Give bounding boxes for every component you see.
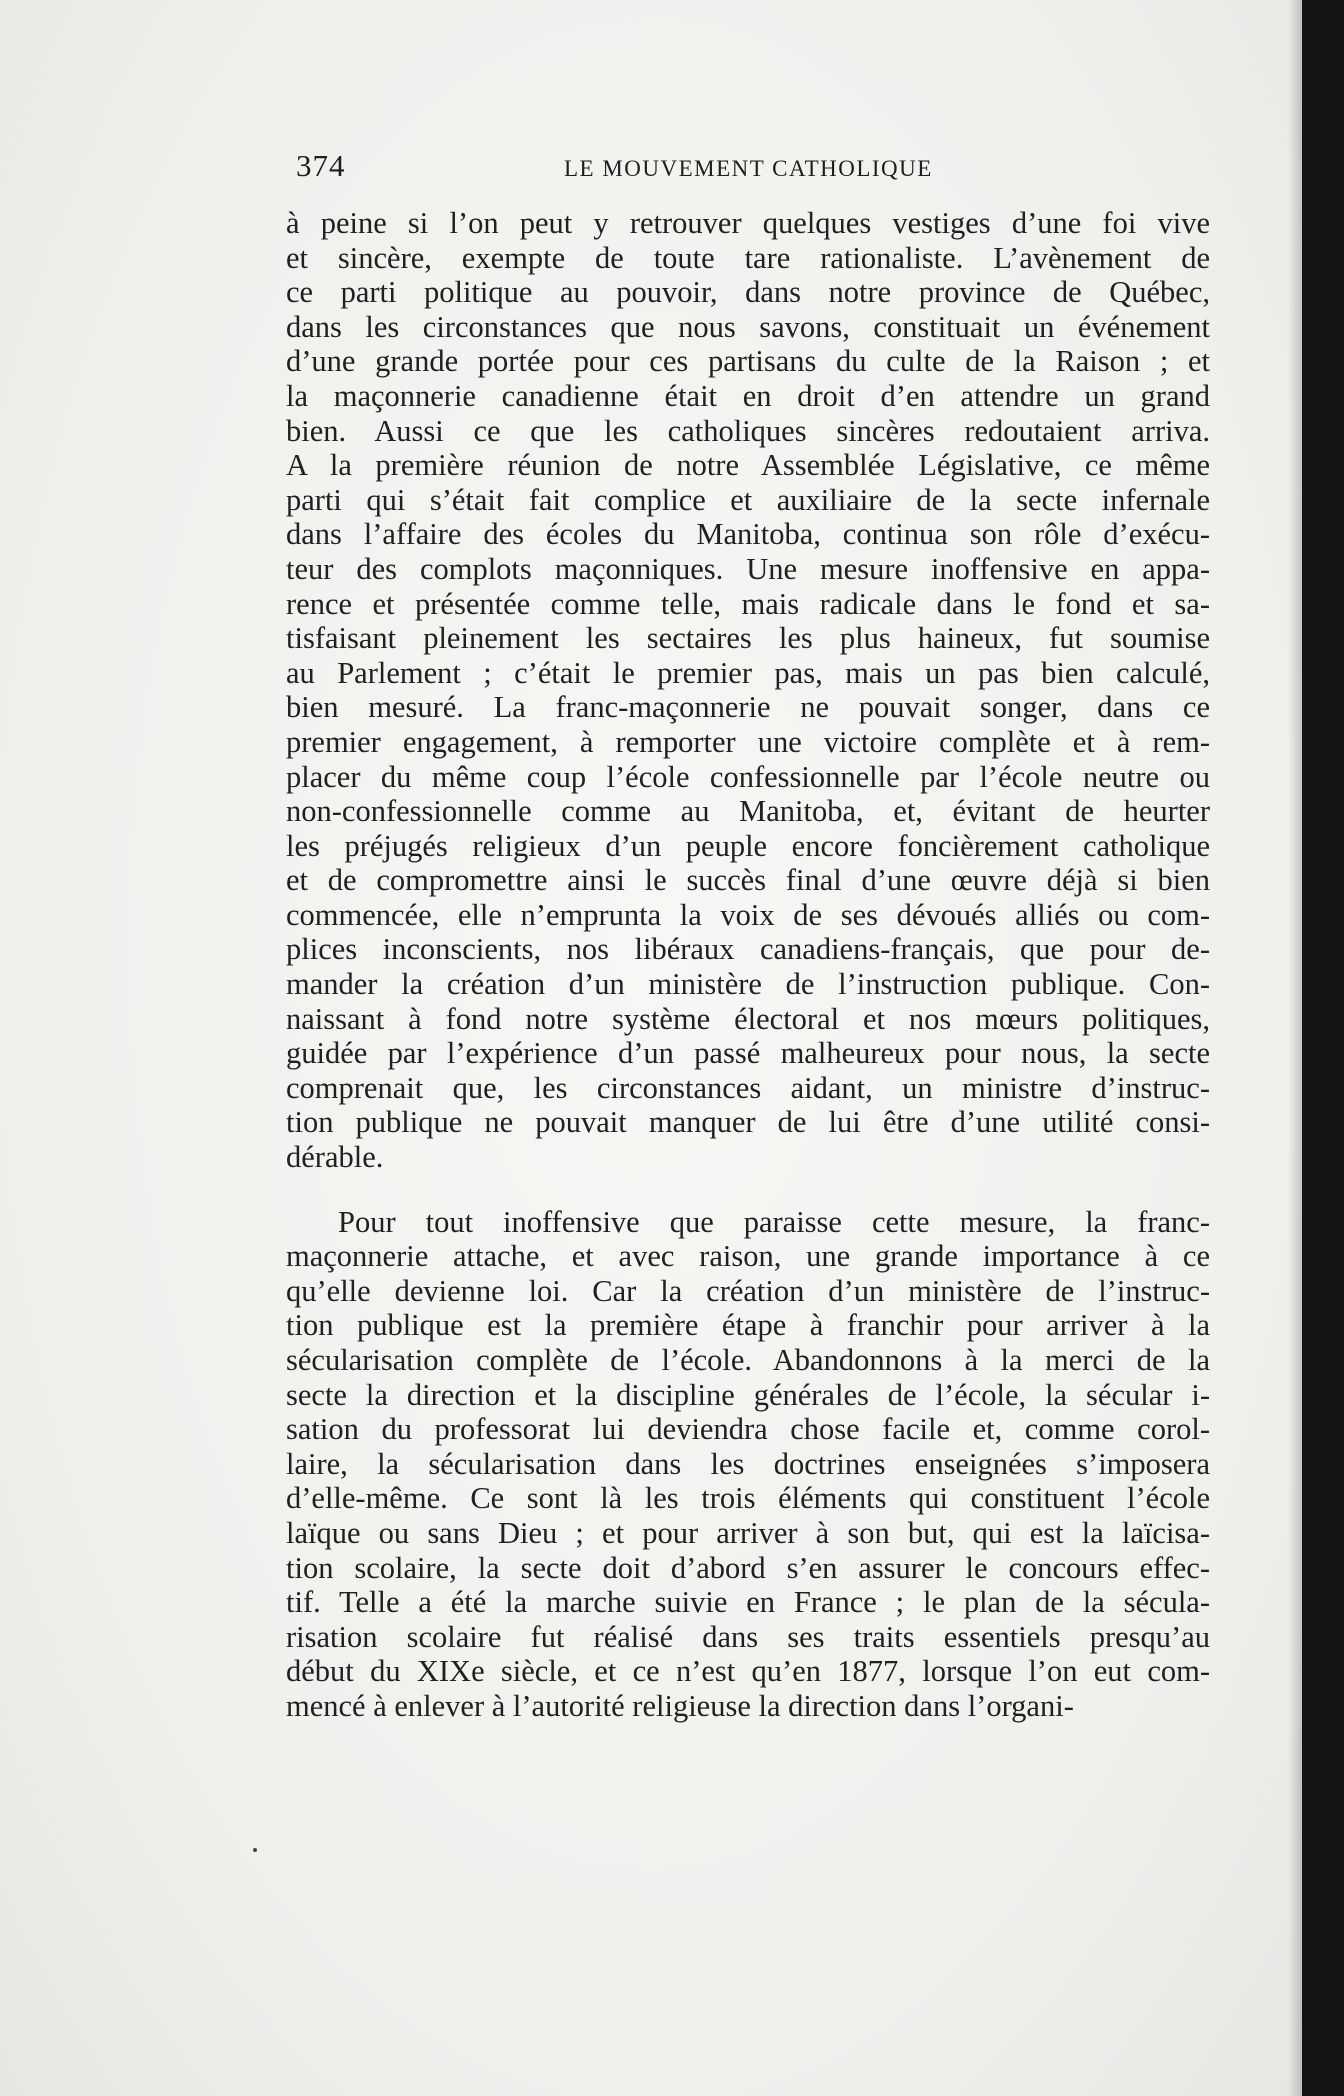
text-line: sécularisation complète de l’école. Abandonnons à la merci de la [286,1343,1210,1377]
text-line: tion publique ne pouvait manquer de lui être d’une utilité consi- [286,1105,1210,1140]
text-line: naissant à fond notre système électoral et nos mœurs politiques, [286,1001,1210,1036]
text-line: ce parti politique au pouvoir, dans notre province de Québec, [286,275,1210,310]
text-line: sation du professorat lui deviendra chose facile et, comme corol- [286,1412,1210,1447]
text-line: bien. Aussi ce que les catholiques sincères redoutaient arriva. [286,413,1210,448]
page-number: 374 [296,148,346,183]
text-line: qu’elle devienne loi. Car la création d’un ministère de l’instruc- [286,1273,1210,1308]
text-line: risation scolaire fut réalisé dans ses traits essentiels presqu’au [286,1619,1210,1654]
text-line: teur des complots maçonniques. Une mesure inoffensive en appa- [286,551,1210,586]
text-line: plices inconscients, nos libéraux canadiens-français, que pour de- [286,932,1210,967]
text-line: commencée, elle n’emprunta la voix de ses dévoués alliés ou com- [286,897,1210,932]
text-line: la maçonnerie canadienne était en droit d’en attendre un grand [286,378,1210,413]
running-title: LE MOUVEMENT CATHOLIQUE [564,156,933,181]
text-line: bien mesuré. La franc-maçonnerie ne pouvait songer, dans ce [286,690,1210,725]
text-line: dans les circonstances que nous savons, constituait un événement [286,309,1210,344]
body-text [286,206,1210,1724]
text-line: A la première réunion de notre Assemblée Législative, ce même [286,448,1210,483]
text-line: rence et présentée comme telle, mais radicale dans le fond et sa- [286,586,1210,621]
text-line: et sincère, exempte de toute tare rationaliste. L’avènement de [286,240,1210,275]
text-line: comprenait que, les circonstances aidant, un ministre d’instruc- [286,1070,1210,1105]
text-line: les préjugés religieux d’un peuple encore foncièrement catholique [286,828,1210,863]
scan-border [1302,0,1344,2096]
text-line: tion publique est la première étape à franchir pour arriver à la [286,1308,1210,1343]
text-line: début du XIXe siècle, et ce n’est qu’en 1877, lorsque l’on eut com- [286,1654,1210,1689]
text-line: mander la création d’un ministère de l’instruction publique. Con- [286,967,1210,1002]
text-line: laïque ou sans Dieu ; et pour arriver à son but, qui est la laïcisa- [286,1515,1210,1550]
paragraph [286,206,1210,1175]
text-line: tion scolaire, la secte doit d’abord s’en assurer le concours effec- [286,1550,1210,1585]
text-line: au Parlement ; c’était le premier pas, mais un pas bien calculé, [286,655,1210,690]
text-line: mencé à enlever à l’autorité religieuse la direction dans l’organi- [286,1688,1074,1723]
ink-speck [253,1848,257,1852]
text-line: secte la direction et la discipline générales de l’école, la sécular i- [286,1377,1210,1412]
text-line: d’elle-même. Ce sont là les trois éléments qui constituent l’école [286,1481,1210,1516]
text-line: tif. Telle a été la marche suivie en France ; le plan de la sécula- [286,1585,1210,1620]
text-line: Pour tout inoffensive que paraisse cette mesure, la franc- [338,1204,1210,1239]
text-line: maçonnerie attache, et avec raison, une grande importance à ce [286,1239,1210,1274]
page-header [296,148,1216,188]
text-line: non-confessionnelle comme au Manitoba, et, évitant de heurter [286,794,1210,829]
text-line: parti qui s’était fait complice et auxiliaire de la secte infernale [286,482,1210,517]
text-line: laire, la sécularisation dans les doctrines enseignées s’imposera [286,1446,1210,1481]
text-line: à peine si l’on peut y retrouver quelques vestiges d’une foi vive [286,206,1210,240]
text-line: placer du même coup l’école confessionnelle par l’école neutre ou [286,759,1210,794]
paragraph [286,1205,1210,1724]
text-line: tisfaisant pleinement les sectaires les plus haineux, fut soumise [286,621,1210,656]
text-line: premier engagement, à remporter une victoire complète et à rem- [286,724,1210,759]
text-line: dérable. [286,1140,384,1175]
text-line: d’une grande portée pour ces partisans du culte de la Raison ; et [286,344,1210,379]
text-line: guidée par l’expérience d’un passé malheureux pour nous, la secte [286,1036,1210,1071]
text-line: dans l’affaire des écoles du Manitoba, continua son rôle d’exécu- [286,517,1210,552]
text-line: et de compromettre ainsi le succès final d’une œuvre déjà si bien [286,863,1210,898]
